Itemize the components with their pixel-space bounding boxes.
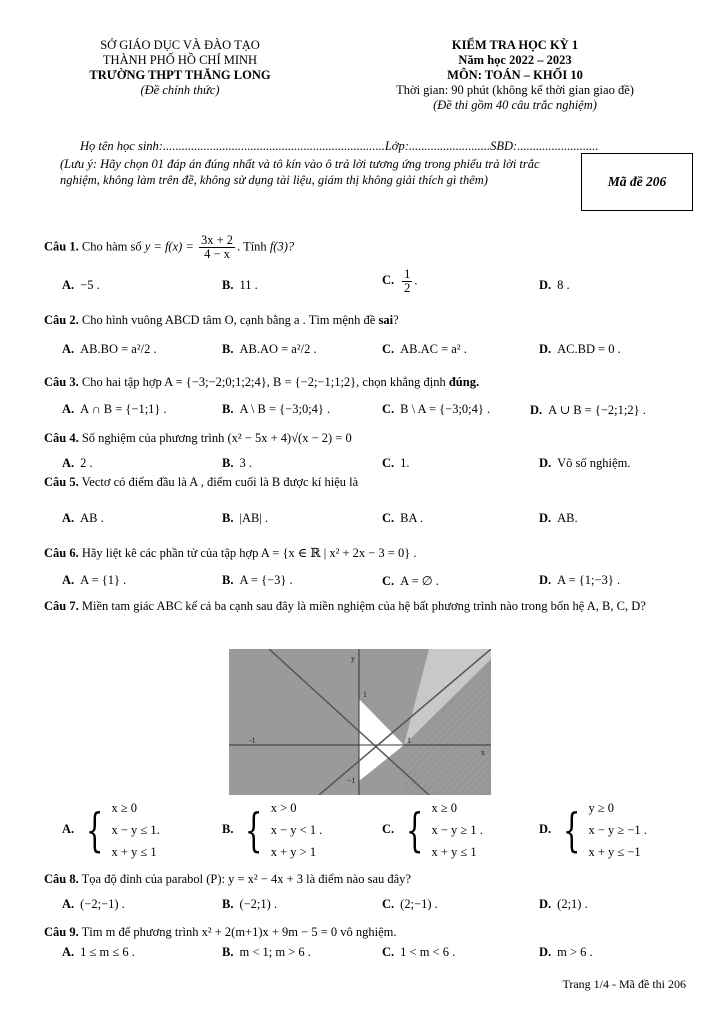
exam-code-box: Mã đề 206	[581, 153, 693, 211]
dept-name: SỞ GIÁO DỤC VÀ ĐÀO TẠO	[100, 38, 260, 52]
q1-ask: f(3)?	[269, 239, 295, 254]
q8-option-b[interactable]: B. (−2;1) .	[222, 897, 278, 911]
question-9: Câu 9. Tìm m để phương trình x² + 2(m+1)x + 9m − 5 = 0 vô nghiệm.	[44, 925, 397, 939]
exam-title: KIỂM TRA HỌC KỲ 1	[451, 38, 579, 52]
q7-option-c[interactable]: C. { x ≥ 0 x − y ≥ 1 . x + y ≤ 1	[382, 801, 483, 859]
q1-label: Câu 1.	[44, 239, 79, 254]
q7-option-a[interactable]: A. { x ≥ 0 x − y ≤ 1. x + y ≤ 1	[62, 801, 160, 859]
q1-option-a[interactable]: A. −5 .	[62, 278, 100, 292]
y-axis-label: y	[351, 654, 355, 663]
q7-graph	[229, 649, 491, 795]
x-axis-label: x	[481, 748, 485, 757]
q9-option-d[interactable]: D. m > 6 .	[539, 945, 593, 959]
q3-option-c[interactable]: C. B \ A = {−3;0;4} .	[382, 402, 491, 416]
q6-option-a[interactable]: A. A = {1} .	[62, 573, 127, 587]
q9-option-a[interactable]: A. 1 ≤ m ≤ 6 .	[62, 945, 135, 959]
y-tick-1: 1	[363, 690, 367, 699]
city-name: THÀNH PHỐ HỒ CHÍ MINH	[102, 53, 258, 67]
q7-option-d[interactable]: D. { y ≥ 0 x − y ≥ −1 . x + y ≤ −1	[539, 801, 647, 859]
question-4: Câu 4. Số nghiệm của phương trình (x² − 5x + 4)√(x − 2) = 0	[44, 431, 352, 445]
q4-option-c[interactable]: C. 1.	[382, 456, 410, 470]
question-count: (Đề thi gồm 40 câu trắc nghiệm)	[433, 98, 597, 112]
q7-option-b[interactable]: B. { x > 0 x − y < 1 . x + y > 1	[222, 801, 323, 859]
q9-option-b[interactable]: B. m < 1; m > 6 .	[222, 945, 311, 959]
q8-option-c[interactable]: C. (2;−1) .	[382, 897, 438, 911]
q1-function: y = f(x) =	[144, 239, 194, 254]
q2-option-b[interactable]: B. AB.AO = a²/2 .	[222, 342, 317, 356]
q1-option-c[interactable]: C. $\frac{1}{2}$ .	[382, 267, 418, 295]
q5-option-c[interactable]: C. BA .	[382, 511, 424, 525]
official-label: (Đề chính thức)	[140, 83, 220, 97]
q5-option-a[interactable]: A. AB .	[62, 511, 104, 525]
q2-option-d[interactable]: D. AC.BD = 0 .	[539, 342, 621, 356]
question-5: Câu 5. Vectơ có điểm đầu là A , điểm cuối là B được kí hiệu là	[44, 475, 359, 489]
q6-option-d[interactable]: D. A = {1;−3} .	[539, 573, 621, 587]
q1-option-d[interactable]: D. 8 .	[539, 278, 570, 292]
question-3: Câu 3. Cho hai tập hợp A = {−3;−2;0;1;2;4}, B = {−2;−1;1;2}, chọn khẳng định đúng.	[44, 375, 480, 389]
q1-fraction: $\frac{3x + 2}{4 - x}$	[200, 233, 234, 261]
q4-option-d[interactable]: D. Vô số nghiệm.	[539, 456, 631, 470]
exam-time: Thời gian: 90 phút (không kể thời gian giao đề)	[396, 83, 634, 97]
q2-option-a[interactable]: A. AB.BO = a²/2 .	[62, 342, 157, 356]
q8-option-d[interactable]: D. (2;1) .	[539, 897, 588, 911]
q6-option-c[interactable]: C. A = ∅ .	[382, 574, 439, 588]
question-7: Câu 7. Miền tam giác ABC kể cả ba cạnh sau đây là miền nghiệm của hệ bất phương trình nào trong bốn hệ A, B, C, D?	[44, 599, 646, 613]
q5-option-b[interactable]: B. |AB| .	[222, 511, 269, 525]
instructions-note: (Lưu ý: Hãy chọn 01 đáp án đúng nhất và tô kín vào ô trả lời tương ứng trong phiếu trả lời trắc nghiệm, không làm trên đề, không sử dụng tài liệu, giám thị không giải thích gì thêm)	[60, 157, 540, 187]
q8-option-a[interactable]: A. (−2;−1) .	[62, 897, 125, 911]
q1-text: Cho hàm số	[81, 239, 142, 254]
subject: MÔN: TOÁN – KHỐI 10	[447, 68, 583, 82]
q4-option-a[interactable]: A. 2 .	[62, 456, 93, 470]
question-2: Câu 2. Cho hình vuông ABCD tâm O, cạnh bằng a . Tìm mệnh đề sai?	[44, 313, 399, 327]
q3-option-a[interactable]: A. A ∩ B = {−1;1} .	[62, 402, 167, 416]
header-left	[60, 38, 300, 98]
q4-option-b[interactable]: B. 3 .	[222, 456, 252, 470]
y-tick-neg1: −1	[347, 776, 356, 785]
x-tick-neg1: -1	[249, 736, 256, 745]
q3-option-d[interactable]: D. A ∪ B = {−2;1;2} .	[530, 403, 646, 417]
school-year: Năm học 2022 – 2023	[458, 53, 572, 67]
q1-tail: . Tính	[237, 239, 267, 254]
q1-option-b[interactable]: B. 11 .	[222, 278, 258, 292]
school-name: TRƯỜNG THPT THĂNG LONG	[89, 68, 271, 82]
header-right	[330, 38, 700, 113]
q9-option-c[interactable]: C. 1 < m < 6 .	[382, 945, 456, 959]
q2-option-c[interactable]: C. AB.AC = a² .	[382, 342, 467, 356]
q3-option-b[interactable]: B. A \ B = {−3;0;4} .	[222, 402, 331, 416]
page-footer: Trang 1/4 - Mã đề thi 206	[562, 977, 686, 991]
q6-option-b[interactable]: B. A = {−3} .	[222, 573, 293, 587]
question-8: Câu 8. Tọa độ đỉnh của parabol (P): y = x² − 4x + 3 là điểm nào sau đây?	[44, 872, 411, 886]
student-info-line: Họ tên học sinh:.......................................................................Lớp:..........................SBD:..........................	[80, 139, 599, 153]
question-6: Câu 6. Hãy liệt kê các phần tử của tập hợp A = {x ∈ ℝ | x² + 2x − 3 = 0} .	[44, 546, 417, 560]
x-tick-1: 1	[407, 736, 411, 745]
q5-option-d[interactable]: D. AB.	[539, 511, 578, 525]
question-1	[44, 234, 684, 261]
